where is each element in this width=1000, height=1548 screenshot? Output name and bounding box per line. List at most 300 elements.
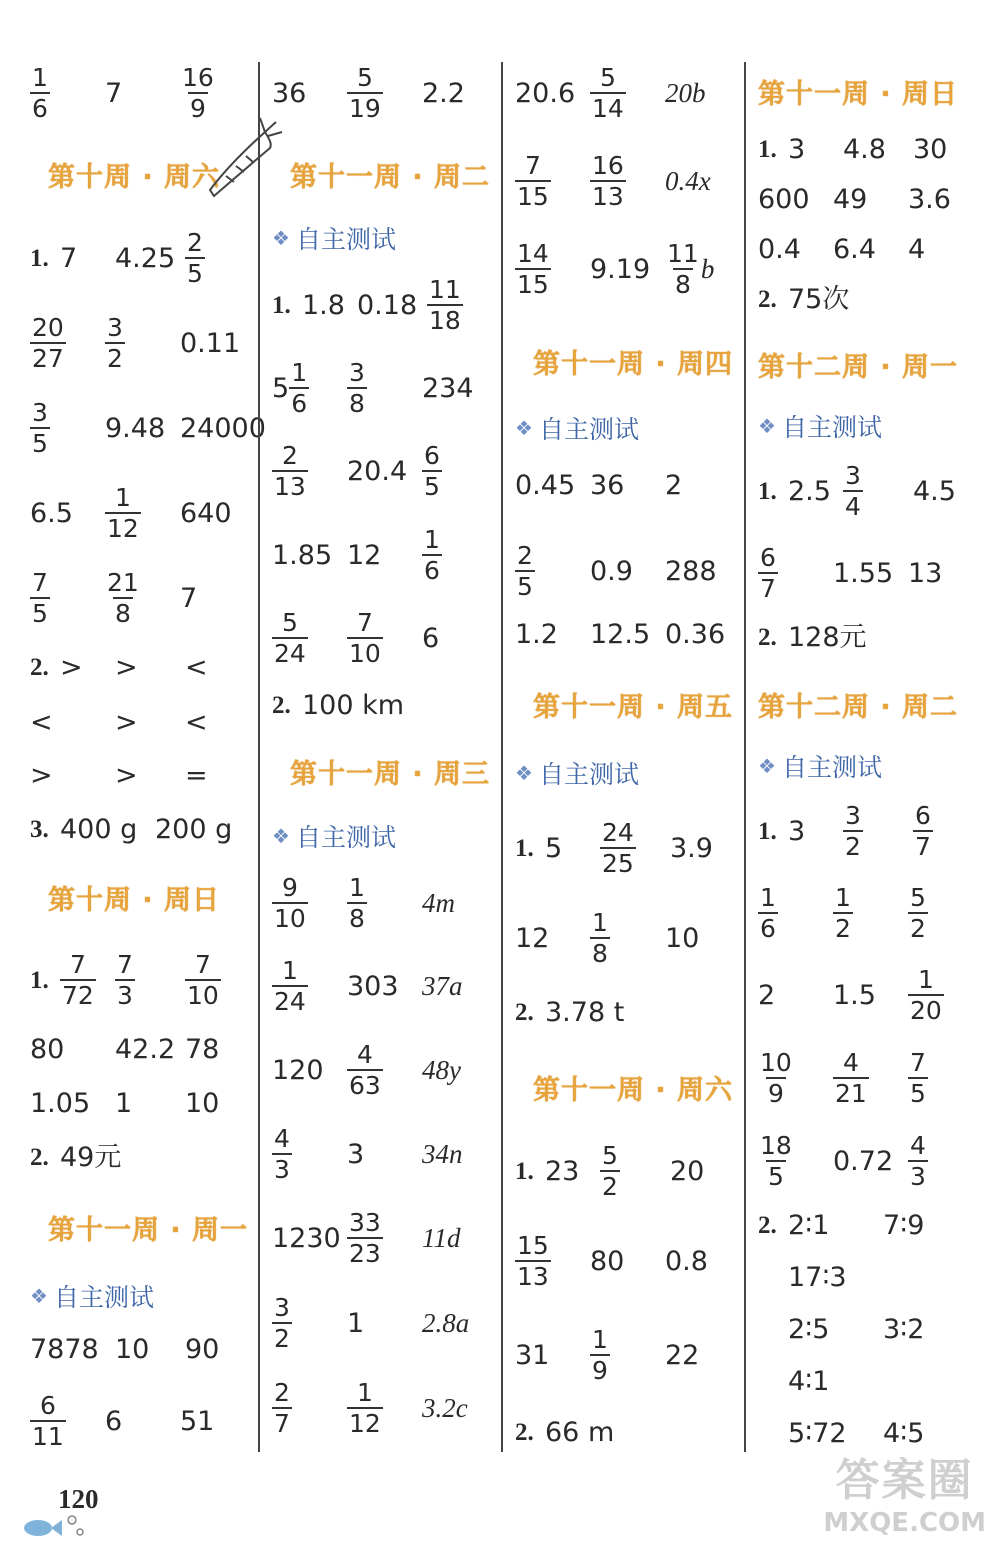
fraction: [272, 443, 308, 499]
answer-value: <: [185, 651, 208, 683]
answer-cell: [185, 225, 205, 291]
answer-value: 0.9: [590, 555, 633, 587]
answer-value: 12.5: [590, 618, 651, 650]
answer-cell: [788, 132, 805, 166]
answer-cell: [30, 705, 53, 739]
answer-cell: [347, 1205, 383, 1271]
answer-cell: [30, 60, 50, 126]
answer-value: >: [115, 651, 138, 683]
answer-cell: [665, 1322, 699, 1388]
answer-cell: [60, 650, 83, 684]
numerator: 16: [592, 151, 624, 180]
answer-value: 1230: [272, 1222, 341, 1254]
question-number: 1.: [30, 244, 49, 272]
numerator: 11: [429, 275, 461, 304]
answer-value: <: [30, 706, 53, 738]
answer-value: 4.25: [115, 242, 176, 274]
answer-value: 3: [788, 815, 806, 847]
answer-value: 10: [185, 1087, 220, 1119]
denominator: 9: [767, 1079, 784, 1108]
numerator: 7: [194, 950, 211, 979]
answer-cell: [665, 236, 714, 302]
answer-cell: [665, 905, 699, 971]
answer-value: 12: [347, 539, 382, 571]
answer-value: 7: [60, 242, 78, 274]
answer-cell: [272, 355, 309, 421]
column-1: [30, 60, 266, 1455]
denominator: 15: [517, 182, 549, 211]
question-number: 1.: [758, 817, 777, 845]
answer-value: =: [185, 759, 208, 791]
algebraic-value: 48y: [422, 1054, 461, 1085]
answer-cell: [590, 1322, 610, 1388]
answer-value: 0.11: [180, 327, 241, 359]
answer-cell: [105, 310, 125, 376]
denominator: 2: [910, 914, 926, 943]
denominator: 5: [517, 572, 533, 601]
answer-cell: [422, 1121, 463, 1187]
question-number: 1.: [515, 1157, 534, 1185]
answer-cell: [115, 1032, 175, 1066]
answer-value: 200 g: [155, 813, 233, 845]
numerator: 5: [910, 883, 926, 912]
fraction: [30, 1393, 66, 1449]
answer-cell: [105, 480, 141, 546]
answer-cell: [665, 468, 682, 502]
denominator: 9: [189, 94, 206, 123]
denominator: 24: [274, 987, 306, 1016]
numerator: 1: [114, 483, 131, 512]
answer-value: 7878: [30, 1333, 99, 1365]
column-2: [272, 60, 497, 1455]
question-number: 2.: [515, 998, 534, 1026]
answer-cell: [115, 1332, 149, 1366]
algebraic-value: 0.4x: [665, 165, 711, 196]
answer-cell: [30, 565, 50, 631]
answer-value: 51: [180, 1405, 215, 1437]
answer-cell: [843, 458, 863, 524]
denominator: 23: [349, 1239, 381, 1268]
fraction: [590, 910, 610, 966]
fraction: [347, 1042, 383, 1098]
self-test-label: [272, 818, 396, 854]
answer-value: 17∶3: [788, 1261, 847, 1293]
fraction: [289, 360, 309, 416]
numerator: 3: [107, 313, 123, 342]
answer-cell: [908, 962, 944, 1028]
self-test-text: 自主测试: [295, 823, 396, 852]
answer-cell: [590, 905, 610, 971]
numerator: 2: [281, 441, 298, 470]
fraction: [758, 1050, 794, 1106]
numerator: 1: [835, 883, 851, 912]
self-test-label: [758, 748, 882, 784]
answer-value: 6.5: [30, 497, 73, 529]
fraction: [833, 885, 853, 941]
numerator: 7: [32, 568, 48, 597]
answer-cell: [272, 1375, 292, 1441]
question-number: 1.: [272, 291, 291, 319]
answer-value: 20.6: [515, 77, 576, 109]
answer-cell: [758, 182, 810, 216]
denominator: 9: [592, 1356, 608, 1385]
answer-cell: [883, 1312, 924, 1346]
answer-value: 13: [908, 557, 943, 589]
numerator: 16: [182, 63, 214, 92]
numerator: 7: [356, 608, 373, 637]
numerator: 4: [910, 1131, 926, 1160]
numerator: 3: [32, 398, 48, 427]
numerator: 2: [187, 228, 203, 257]
answer-cell: [833, 540, 893, 606]
column-4: [758, 60, 988, 1455]
denominator: 27: [32, 344, 64, 373]
section-heading: 第十周 · 周六: [48, 162, 221, 193]
fraction: [185, 952, 221, 1008]
fraction: [272, 1380, 292, 1436]
answer-value: 0.8: [665, 1245, 708, 1277]
answer-cell: [185, 947, 221, 1013]
answer-cell: [515, 1228, 551, 1294]
answer-cell: [788, 1260, 847, 1294]
answer-cell: [105, 60, 122, 126]
diamond-icon: ❖: [758, 414, 776, 438]
answer-cell: [422, 870, 455, 936]
denominator: 8: [674, 270, 691, 299]
fraction: [515, 543, 535, 599]
fraction: [515, 153, 551, 209]
answer-value: 0.18: [357, 289, 418, 321]
fraction: [347, 360, 367, 416]
denominator: 2: [845, 832, 861, 861]
answer-cell: [833, 880, 853, 946]
fraction: [347, 65, 383, 121]
answer-value: >: [115, 759, 138, 791]
carrot-doodle-icon: [190, 110, 285, 205]
answer-cell: [347, 870, 367, 936]
denominator: 24: [274, 639, 306, 668]
self-test-label: [272, 220, 396, 256]
section-heading: 第十周 · 周日: [48, 885, 221, 916]
answer-cell: [272, 1121, 292, 1187]
denominator: 6: [291, 389, 308, 418]
answer-value: 24000: [180, 412, 266, 444]
answer-value: 1.2: [515, 618, 558, 650]
answer-cell: [347, 60, 383, 126]
fraction: [115, 952, 135, 1008]
answer-cell: [422, 1290, 469, 1356]
answer-value: 0.4: [758, 233, 801, 265]
answer-cell: [60, 812, 137, 846]
answer-cell: [105, 565, 141, 631]
column-divider: [258, 62, 260, 1452]
answer-cell: [590, 60, 626, 126]
fraction: [515, 1233, 551, 1289]
numerator: 6: [424, 441, 440, 470]
section-heading: 第十二周 · 周一: [758, 352, 959, 383]
answer-cell: [758, 1128, 794, 1194]
answer-cell: [180, 1388, 214, 1454]
answer-cell: [155, 812, 232, 846]
numerator: 6: [760, 543, 776, 572]
answer-value: 1: [115, 1087, 133, 1119]
watermark: [823, 1444, 986, 1538]
answer-value: 78: [185, 1033, 220, 1065]
answer-cell: [60, 947, 96, 1013]
answer-value: 2: [758, 979, 776, 1011]
denominator: 10: [349, 639, 381, 668]
answer-cell: [115, 225, 175, 291]
answer-cell: [422, 1037, 461, 1103]
answer-value: >: [60, 651, 83, 683]
fraction-with-variable: [665, 241, 714, 297]
answer-value: 23: [545, 1155, 580, 1187]
answer-value: 1.5: [833, 979, 876, 1011]
answer-cell: [665, 538, 717, 604]
answer-value: 1.8: [302, 289, 345, 321]
answer-cell: [180, 395, 266, 461]
answer-value: 42.2: [115, 1033, 176, 1065]
answer-cell: [665, 60, 706, 126]
fraction: [422, 527, 442, 583]
numerator: 1: [917, 965, 934, 994]
answer-cell: [590, 617, 650, 651]
numerator: 7: [910, 1048, 926, 1077]
answer-value: <: [185, 706, 208, 738]
answer-cell: [347, 1037, 383, 1103]
answer-cell: [545, 815, 562, 881]
answer-cell: [347, 438, 407, 504]
answer-cell: [788, 458, 831, 524]
fraction: [272, 875, 308, 931]
denominator: 2: [602, 1172, 618, 1201]
answer-cell: [30, 758, 53, 792]
answer-cell: [272, 438, 308, 504]
self-test-text: 自主测试: [538, 415, 639, 444]
answer-value: 20: [670, 1155, 705, 1187]
denominator: 7: [760, 574, 776, 603]
answer-cell: [347, 953, 399, 1019]
answer-cell: [347, 522, 381, 588]
answer-value: 75次: [788, 283, 850, 315]
answer-cell: [302, 688, 404, 722]
answer-value: 4∶1: [788, 1365, 830, 1397]
fraction: [758, 885, 778, 941]
answer-cell: [908, 182, 951, 216]
answer-value: 4: [908, 233, 926, 265]
answer-cell: [30, 1388, 66, 1454]
answer-cell: [272, 1205, 341, 1271]
section-heading: 第十一周 · 周三: [290, 759, 491, 790]
answer-value: 303: [347, 970, 399, 1002]
numerator: 1: [424, 525, 440, 554]
answer-cell: [590, 468, 624, 502]
whole-part: 5: [272, 372, 290, 404]
answer-value: 7: [105, 77, 123, 109]
answer-value: >: [115, 706, 138, 738]
self-test-label: [30, 1278, 154, 1314]
fraction: [590, 65, 626, 121]
answer-value: 10: [115, 1333, 150, 1365]
answer-cell: [545, 1138, 579, 1204]
fraction: [590, 153, 626, 209]
answer-value: 2.5: [788, 475, 831, 507]
denominator: 5: [32, 599, 48, 628]
answer-cell: [908, 232, 925, 266]
answer-cell: [185, 1032, 219, 1066]
answer-cell: [758, 1045, 794, 1111]
numerator: 5: [599, 63, 616, 92]
answer-value: 22: [665, 1339, 700, 1371]
diamond-icon: ❖: [30, 1284, 48, 1308]
denominator: 72: [62, 981, 94, 1010]
self-test-text: 自主测试: [295, 225, 396, 254]
answer-cell: [908, 880, 928, 946]
answer-cell: [670, 815, 713, 881]
section-heading: 第十一周 · 周二: [290, 162, 491, 193]
answer-cell: [590, 1228, 624, 1294]
numerator: 7: [69, 950, 86, 979]
denominator: 5: [187, 259, 203, 288]
answer-cell: [272, 1037, 324, 1103]
answer-value: 1.05: [30, 1087, 91, 1119]
answer-value: 31: [515, 1339, 550, 1371]
answer-value: 3∶2: [883, 1313, 925, 1345]
fraction: [185, 230, 205, 286]
fraction: [600, 1143, 620, 1199]
answer-cell: [515, 538, 535, 604]
numerator: 1: [281, 956, 298, 985]
denominator: 63: [349, 1071, 381, 1100]
self-test-text: 自主测试: [538, 760, 639, 789]
diamond-icon: ❖: [515, 416, 533, 440]
answer-value: 5: [545, 832, 563, 864]
answer-cell: [788, 282, 849, 316]
fraction: [758, 545, 778, 601]
answer-value: 2∶1: [788, 1209, 830, 1241]
answer-value: 1.85: [272, 539, 333, 571]
answer-value: 90: [185, 1333, 220, 1365]
answer-value: 20.4: [347, 455, 408, 487]
answer-cell: [302, 272, 345, 338]
answer-cell: [908, 540, 942, 606]
answer-cell: [515, 617, 558, 651]
answer-cell: [30, 1032, 64, 1066]
fraction: [272, 1295, 292, 1351]
answer-cell: [788, 620, 867, 654]
answer-value: 5∶72: [788, 1417, 847, 1449]
numerator: 6: [39, 1391, 56, 1420]
answer-value: 4.8: [843, 133, 886, 165]
numerator: 21: [107, 568, 139, 597]
diamond-icon: ❖: [758, 754, 776, 778]
answer-cell: [180, 480, 232, 546]
answer-cell: [272, 605, 308, 671]
fraction: [272, 610, 308, 666]
fraction: [833, 1050, 869, 1106]
answer-cell: [422, 522, 442, 588]
denominator: 12: [107, 514, 139, 543]
numerator: 14: [517, 239, 549, 268]
numerator: 3: [845, 461, 861, 490]
answer-cell: [913, 458, 956, 524]
question-number: 1.: [758, 135, 777, 163]
answer-cell: [422, 1205, 461, 1271]
answer-cell: [347, 1290, 364, 1356]
denominator: 2: [107, 344, 123, 373]
answer-value: 288: [665, 555, 717, 587]
page-number: 120: [58, 1484, 99, 1514]
answer-cell: [30, 310, 66, 376]
answer-value: 9.48: [105, 412, 166, 444]
answer-cell: [422, 438, 442, 504]
section-heading: 第十一周 · 周日: [758, 79, 959, 110]
denominator: 14: [592, 94, 624, 123]
numerator: 18: [760, 1131, 792, 1160]
answer-cell: [115, 758, 138, 792]
answer-value: 100 km: [302, 689, 405, 721]
answer-cell: [833, 1045, 869, 1111]
algebraic-value: 4m: [422, 887, 455, 918]
watermark-url: MXQE.COM: [823, 1508, 986, 1538]
fraction: [908, 1050, 928, 1106]
answer-cell: [590, 236, 650, 302]
answer-cell: [883, 1208, 924, 1242]
denominator: 8: [349, 389, 365, 418]
denominator: 5: [910, 1079, 926, 1108]
numerator: 2: [274, 1378, 290, 1407]
fish-icon: [18, 1510, 88, 1544]
answer-value: 36: [590, 469, 625, 501]
answer-cell: [185, 650, 208, 684]
fraction: [600, 820, 636, 876]
answer-cell: [185, 1332, 219, 1366]
denominator: 7: [915, 832, 931, 861]
fraction: [908, 885, 928, 941]
answer-cell: [185, 758, 208, 792]
column-3: [515, 60, 740, 1455]
denominator: 10: [187, 981, 219, 1010]
answer-value: >: [30, 759, 53, 791]
answer-cell: [545, 1415, 614, 1449]
self-test-text: 自主测试: [781, 413, 882, 442]
fraction: [30, 570, 50, 626]
section-heading: 第十一周 · 周五: [533, 692, 734, 723]
fraction: [908, 967, 944, 1023]
denominator: 13: [274, 472, 306, 501]
diamond-icon: ❖: [272, 226, 290, 250]
answer-cell: [515, 905, 549, 971]
fraction: [30, 400, 50, 456]
question-number: 2.: [30, 653, 49, 681]
fraction: [347, 1380, 383, 1436]
denominator: 5: [767, 1162, 784, 1191]
variable: b: [700, 253, 715, 284]
numerator: 3: [845, 801, 861, 830]
fraction: [60, 952, 96, 1008]
question-number: 2.: [758, 1211, 777, 1239]
denominator: 18: [429, 306, 461, 335]
diamond-icon: ❖: [272, 824, 290, 848]
answer-value: 3.78 t: [545, 996, 625, 1028]
numerator: 7: [117, 950, 133, 979]
numerator: 1: [32, 63, 48, 92]
fraction: [272, 958, 308, 1014]
answer-cell: [515, 236, 551, 302]
answer-cell: [758, 540, 778, 606]
denominator: 5: [424, 472, 440, 501]
algebraic-value: 37a: [422, 970, 463, 1001]
